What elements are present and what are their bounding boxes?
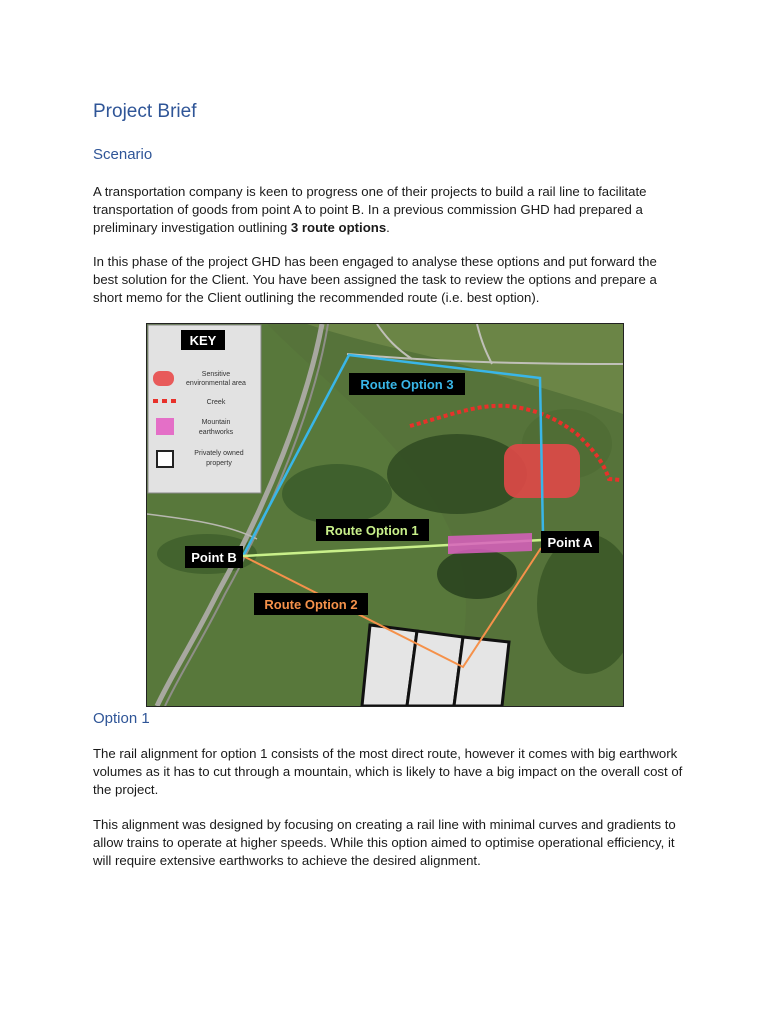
key-label-creek: Creek — [206, 399, 226, 406]
route-option-3-label — [349, 373, 465, 395]
route-option-1-label — [316, 519, 429, 541]
scenario-heading: Scenario — [93, 146, 153, 163]
key-title: KEY — [189, 333, 217, 348]
point-b-label — [185, 546, 243, 568]
option-1-heading: Option 1 — [93, 710, 150, 727]
scenario-paragraph-1 — [93, 183, 683, 237]
page-title: Project Brief — [93, 101, 197, 122]
key-label-sensitive-1: Sensitive — [201, 371, 231, 378]
route-option-3-text: Route Option 3 — [360, 377, 454, 392]
route-option-1-text: Route Option 1 — [325, 523, 419, 538]
mountain-earthworks — [448, 533, 532, 554]
red-blob-icon — [153, 371, 174, 386]
key-label-mountain-1: Mountain — [201, 419, 231, 426]
white-square-icon — [157, 451, 173, 467]
point-a-label — [541, 531, 599, 553]
scenario-para1-text: A transportation company is keen to progress one of their projects to build a rail line to facilitate transportation of goods from point A to point B. In a previous commission GHD had prepared a preliminary investigation outlining — [93, 184, 647, 235]
route-option-2-label — [254, 593, 368, 615]
scenario-para1-end: . — [386, 220, 390, 235]
route-options-emphasis: 3 route options — [290, 220, 387, 235]
point-b-text: Point B — [191, 550, 237, 565]
option-1-paragraph-1: The rail alignment for option 1 consists of the most direct route, however it comes with big earthwork volumes as it has to cut through a mountain, which is likely to have a big impact on the overall cost of the project. — [93, 746, 683, 797]
map-key-legend — [148, 325, 261, 493]
pink-square-icon — [156, 418, 174, 435]
key-label-sensitive-2: environmental area — [186, 380, 246, 387]
key-label-property-2: property — [206, 460, 232, 467]
forest-patch — [437, 549, 517, 599]
key-label-property-1: Privately owned — [194, 450, 244, 457]
option-1-paragraph-2: This alignment was designed by focusing on creating a rail line with minimal curves and gradients to allow trains to operate at higher speeds. While this option aimed to optimise operational efficiency, it will require extensive earthworks to achieve the desired alignment. — [93, 817, 676, 868]
scenario-paragraph-2: In this phase of the project GHD has been engaged to analyse these options and put forward the best solution for the Client. You have been assigned the task to review the options and prepare a short memo for the Client outlining the recommended route (i.e. best option). — [93, 254, 657, 305]
dotted-line-icon — [153, 399, 176, 403]
route-options-map — [146, 323, 624, 707]
key-label-mountain-2: earthworks — [198, 429, 234, 436]
forest-patch — [282, 464, 392, 524]
point-a-text: Point A — [547, 535, 593, 550]
route-option-2-text: Route Option 2 — [264, 597, 358, 612]
